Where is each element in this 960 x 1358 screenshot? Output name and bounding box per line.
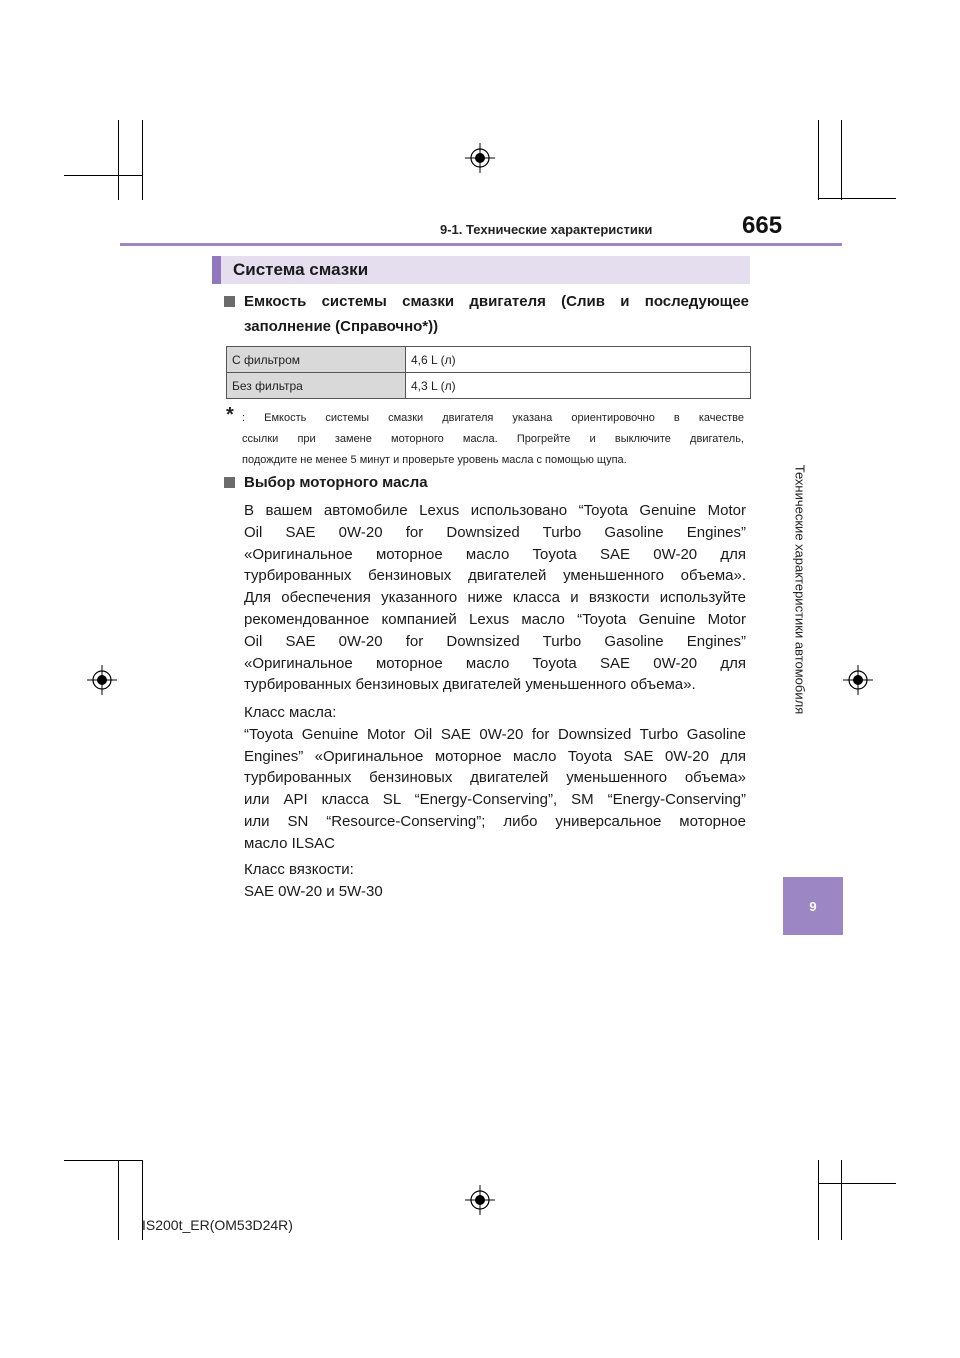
table-cell-value: 4,3 L (л) [406,373,751,399]
table-cell-label: С фильтром [227,347,406,373]
paragraph-line: Oil SAE 0W-20 for Downsized Turbo Gasoline Engines” [244,632,746,650]
registration-mark-icon [465,143,495,173]
paragraph-line: турбированных бензиновых двигателей уменьшенного объема». [244,567,746,585]
paragraph-line: турбированных бензиновых двигателей уменьшенного объема». [244,676,696,694]
running-header-section: 9-1. Технические характеристики [440,222,653,237]
oil-class-block [244,702,746,855]
paragraph-line: В вашем автомобиле Lexus использовано “Toyota Genuine Motor [244,502,746,519]
footnote-line: ссылки при замене моторного масла. Прогрейте и выключите двигатель, [242,433,744,445]
paragraph-line: «Оригинальное моторное масло Toyota SAE 0W-20 для [244,545,746,563]
paragraph-line: или API класса SL “Energy-Conserving”, SM “Energy-Conserving” [244,791,746,809]
paragraph-line: Engines” «Оригинальное моторное масло Toyota SAE 0W-20 для [244,747,746,765]
registration-mark-icon [465,1185,495,1215]
capacity-heading-line1: Емкость системы смазки двигателя (Слив и последующее [244,293,749,310]
paragraph-line: турбированных бензиновых двигателей уменьшенного объема» [244,769,746,787]
oil-selection-paragraph [244,500,746,696]
header-rule [120,243,842,246]
section-title: Система смазки [233,260,369,279]
table-cell-value: 4,6 L (л) [406,347,751,373]
oil-selection-heading-text: Выбор моторного масла [244,474,428,491]
paragraph-line: рекомендованное компанией Lexus масло “Toyota Genuine Motor [244,610,746,628]
registration-mark-icon [843,665,873,695]
page-number: 665 [742,212,783,239]
capacity-heading-line2: заполнение (Справочно*)) [244,318,439,335]
section-title-bar [212,256,750,284]
document-code: IS200t_ER(OM53D24R) [142,1217,293,1233]
bullet-square-icon [224,296,235,307]
chapter-side-title-text: Технические характеристики автомобиля [792,464,808,715]
paragraph-line: Для обеспечения указанного ниже класса и вязкости используйте [244,589,746,607]
paragraph-line: или SN “Resource-Conserving”; либо универсальное моторное [244,812,746,830]
viscosity-value: SAE 0W-20 и 5W-30 [244,882,383,900]
viscosity-label: Класс вязкости: [244,861,354,878]
table-cell-label: Без фильтра [227,373,406,399]
paragraph-line: “Toyota Genuine Motor Oil SAE 0W-20 for Downsized Turbo Gasoline [244,725,746,743]
registration-mark-icon [87,665,117,695]
chapter-tab-number: 9 [809,898,817,914]
footnote-line: : Емкость системы смазки двигателя указана ориентировочно в качестве [242,412,744,424]
viscosity-block [244,859,746,903]
chapter-tab [783,877,843,935]
bullet-square-icon [224,477,235,488]
oil-class-label: Класс масла: [244,704,337,721]
paragraph-line: Oil SAE 0W-20 for Downsized Turbo Gasoline Engines” [244,523,746,541]
paragraph-line: масло ILSAC [244,834,335,852]
paragraph-line: «Оригинальное моторное масло Toyota SAE 0W-20 для [244,654,746,672]
capacity-table [226,346,751,399]
footnote-line: подождите не менее 5 минут и проверьте уровень масла с помощью щупа. [242,454,627,466]
table-row [227,347,751,373]
footnote-star: * [226,404,234,426]
table-row [227,373,751,399]
